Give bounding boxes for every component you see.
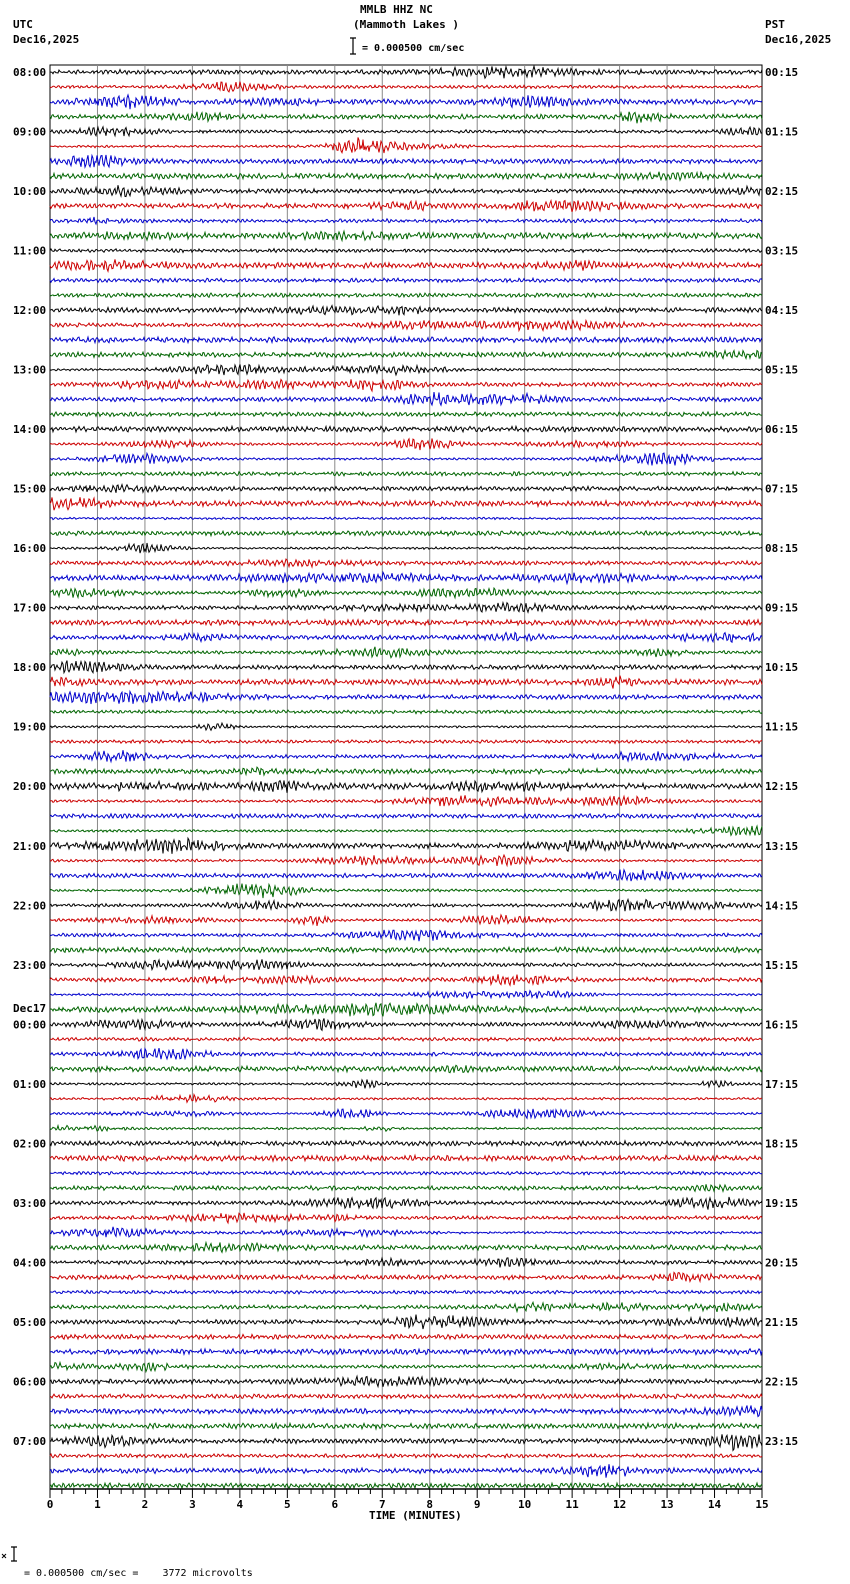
trace-line bbox=[50, 497, 762, 510]
trace-line bbox=[50, 137, 762, 153]
pst-hour-label: 22:15 bbox=[765, 1375, 799, 1389]
pst-hour-label: 21:15 bbox=[765, 1315, 799, 1329]
trace-line bbox=[50, 517, 762, 519]
trace-line bbox=[50, 278, 762, 282]
trace-line bbox=[50, 723, 762, 730]
trace-line bbox=[50, 1155, 762, 1161]
trace-line bbox=[50, 947, 762, 953]
trace-line bbox=[50, 1065, 762, 1072]
trace-line bbox=[50, 1464, 762, 1478]
trace-line bbox=[50, 200, 762, 212]
trace-line bbox=[50, 915, 762, 926]
utc-hour-label: 20:00 bbox=[13, 780, 47, 794]
trace-line bbox=[50, 1406, 762, 1417]
trace-line bbox=[50, 231, 762, 240]
footer-marker-icon bbox=[2, 1554, 6, 1558]
trace-line bbox=[50, 870, 762, 882]
trace-line bbox=[50, 1171, 762, 1175]
pst-hour-label: 08:15 bbox=[765, 542, 799, 556]
pst-hour-label: 23:15 bbox=[765, 1434, 799, 1448]
trace-line bbox=[50, 351, 762, 359]
trace-line bbox=[50, 453, 762, 466]
station-location: (Mammoth Lakes ) bbox=[353, 18, 459, 31]
utc-hour-label: 13:00 bbox=[13, 363, 47, 377]
x-tick-label: 12 bbox=[612, 1498, 627, 1511]
pst-hour-label: 02:15 bbox=[765, 185, 799, 199]
utc-hour-label: 06:00 bbox=[13, 1375, 47, 1389]
trace-line bbox=[50, 1423, 762, 1429]
trace-line bbox=[50, 1048, 762, 1059]
pst-hour-label: 12:15 bbox=[765, 780, 799, 794]
time-axis bbox=[47, 1489, 769, 1511]
station-title: MMLB HHZ NC bbox=[360, 3, 433, 16]
trace-line bbox=[50, 1272, 762, 1281]
pst-hour-label: 01:15 bbox=[765, 125, 799, 139]
trace-line bbox=[50, 1003, 762, 1017]
utc-hour-label: 17:00 bbox=[13, 601, 47, 615]
trace-line bbox=[50, 991, 762, 999]
pst-hour-label: 07:15 bbox=[765, 482, 799, 496]
trace-line bbox=[50, 661, 762, 673]
utc-hour-label: 18:00 bbox=[13, 661, 47, 675]
trace-line bbox=[50, 1290, 762, 1294]
utc-hour-label: 03:00 bbox=[13, 1196, 47, 1210]
utc-hour-label: 15:00 bbox=[13, 482, 47, 496]
utc-hour-label: 01:00 bbox=[13, 1077, 47, 1091]
pst-hour-label: 10:15 bbox=[765, 661, 799, 675]
trace-line bbox=[50, 155, 762, 167]
utc-hour-label: 07:00 bbox=[13, 1434, 47, 1448]
utc-hour-label: 22:00 bbox=[13, 899, 47, 913]
trace-line bbox=[50, 826, 762, 835]
x-tick-label: 5 bbox=[284, 1498, 291, 1511]
trace-line bbox=[50, 365, 762, 376]
trace-line bbox=[50, 710, 762, 714]
trace-line bbox=[50, 814, 762, 819]
trace-line bbox=[50, 974, 762, 985]
trace-line bbox=[50, 543, 762, 553]
x-tick-label: 1 bbox=[94, 1498, 101, 1511]
pst-hour-label: 03:15 bbox=[765, 244, 799, 258]
x-tick-label: 15 bbox=[755, 1498, 769, 1511]
utc-hour-label: 02:00 bbox=[13, 1137, 47, 1151]
x-tick-label: 4 bbox=[236, 1498, 244, 1511]
trace-line bbox=[50, 185, 762, 196]
trace-line bbox=[50, 647, 762, 658]
trace-line bbox=[50, 1213, 762, 1223]
trace-line bbox=[50, 1349, 762, 1355]
utc-hour-label: 14:00 bbox=[13, 423, 47, 437]
pst-hour-label: 06:15 bbox=[765, 423, 799, 437]
trace-line bbox=[50, 1197, 762, 1210]
pst-hour-label: 20:15 bbox=[765, 1256, 799, 1270]
trace-line bbox=[50, 740, 762, 744]
trace-line bbox=[50, 259, 762, 271]
trace-line bbox=[50, 472, 762, 476]
x-tick-label: 7 bbox=[378, 1498, 386, 1511]
trace-line bbox=[50, 750, 762, 761]
trace-line bbox=[50, 412, 762, 417]
pst-hour-label: 13:15 bbox=[765, 839, 799, 853]
trace-line bbox=[50, 217, 762, 224]
seismic-traces bbox=[50, 66, 762, 1488]
trace-line bbox=[50, 767, 762, 775]
trace-line bbox=[50, 1394, 762, 1399]
trace-line bbox=[50, 620, 762, 626]
trace-line bbox=[50, 855, 762, 866]
trace-line bbox=[50, 172, 762, 181]
x-tick-label: 10 bbox=[518, 1498, 532, 1511]
x-tick-label: 13 bbox=[660, 1498, 674, 1511]
trace-line bbox=[50, 1109, 762, 1119]
trace-line bbox=[50, 884, 762, 899]
trace-line bbox=[50, 95, 762, 109]
utc-hour-label: 09:00 bbox=[13, 125, 47, 139]
x-tick-label: 2 bbox=[141, 1498, 149, 1511]
trace-line bbox=[50, 1302, 762, 1312]
pst-hour-label: 05:15 bbox=[765, 363, 799, 377]
trace-line bbox=[50, 1376, 762, 1387]
trace-line bbox=[50, 559, 762, 567]
trace-line bbox=[50, 1315, 762, 1329]
pst-hour-label: 17:15 bbox=[765, 1077, 799, 1091]
trace-line bbox=[50, 249, 762, 253]
trace-line bbox=[50, 485, 762, 493]
date-change-label: Dec17 bbox=[13, 1002, 47, 1015]
trace-line bbox=[50, 838, 762, 854]
trace-line bbox=[50, 426, 762, 432]
x-tick-label: 11 bbox=[565, 1498, 579, 1511]
trace-line bbox=[50, 1434, 762, 1450]
trace-line bbox=[50, 633, 762, 643]
trace-line bbox=[50, 1126, 762, 1132]
trace-line bbox=[50, 66, 762, 78]
utc-hour-label: 05:00 bbox=[13, 1315, 47, 1329]
trace-line bbox=[50, 1483, 762, 1488]
x-axis-label: TIME (MINUTES) bbox=[369, 1509, 462, 1522]
trace-line bbox=[50, 692, 762, 705]
trace-line bbox=[50, 1141, 762, 1146]
trace-line bbox=[50, 1184, 762, 1191]
trace-line bbox=[50, 112, 762, 124]
x-tick-label: 6 bbox=[331, 1498, 339, 1511]
trace-line bbox=[50, 127, 762, 136]
utc-zone-label: UTC bbox=[13, 18, 33, 31]
utc-hour-label: 04:00 bbox=[13, 1256, 47, 1270]
pst-hour-label: 11:15 bbox=[765, 720, 799, 734]
x-tick-label: 3 bbox=[189, 1498, 196, 1511]
utc-hour-label: 16:00 bbox=[13, 542, 47, 556]
footer-scale-note: = 0.000500 cm/sec = 3772 microvolts bbox=[24, 1568, 253, 1579]
trace-line bbox=[50, 1243, 762, 1253]
footer-scale-bar-icon bbox=[11, 1547, 17, 1561]
trace-line bbox=[50, 676, 762, 689]
trace-line bbox=[50, 959, 762, 969]
trace-line bbox=[50, 1227, 762, 1237]
pst-hour-label: 04:15 bbox=[765, 304, 799, 318]
utc-hour-label: 21:00 bbox=[13, 839, 47, 853]
trace-line bbox=[50, 1258, 762, 1268]
pst-hour-label: 19:15 bbox=[765, 1196, 799, 1210]
trace-line bbox=[50, 588, 762, 598]
trace-line bbox=[50, 1095, 762, 1103]
scale-bar-icon bbox=[350, 38, 356, 54]
pst-date-label: Dec16,2025 bbox=[765, 33, 832, 46]
trace-line bbox=[50, 795, 762, 806]
x-tick-label: 0 bbox=[46, 1498, 54, 1511]
scale-text: = 0.000500 cm/sec bbox=[362, 43, 465, 54]
pst-hour-label: 14:15 bbox=[765, 899, 799, 913]
trace-line bbox=[50, 930, 762, 941]
pst-hour-label: 15:15 bbox=[765, 958, 799, 972]
trace-line bbox=[50, 392, 762, 405]
x-tick-label: 8 bbox=[426, 1498, 434, 1511]
trace-line bbox=[50, 379, 762, 391]
utc-hour-label: 08:00 bbox=[13, 66, 47, 79]
trace-line bbox=[50, 82, 762, 92]
trace-line bbox=[50, 572, 762, 583]
pst-hour-label: 00:15 bbox=[765, 66, 799, 79]
trace-line bbox=[50, 1080, 762, 1089]
trace-line bbox=[50, 781, 762, 793]
trace-line bbox=[50, 1454, 762, 1458]
pst-hour-label: 09:15 bbox=[765, 601, 799, 615]
trace-line bbox=[50, 306, 762, 316]
trace-line bbox=[50, 1018, 762, 1030]
trace-line bbox=[50, 900, 762, 912]
utc-hour-label: 23:00 bbox=[13, 958, 47, 972]
utc-hour-label: 10:00 bbox=[13, 185, 47, 199]
x-tick-label: 9 bbox=[473, 1498, 481, 1511]
utc-hour-label: 11:00 bbox=[13, 244, 47, 258]
x-tick-label: 14 bbox=[707, 1498, 722, 1511]
utc-date-label: Dec16,2025 bbox=[13, 33, 80, 46]
pst-hour-label: 18:15 bbox=[765, 1137, 799, 1151]
trace-line bbox=[50, 1363, 762, 1372]
pst-hour-label: 16:15 bbox=[765, 1018, 799, 1032]
utc-hour-label: 00:00 bbox=[13, 1018, 47, 1032]
trace-line bbox=[50, 1334, 762, 1339]
trace-line bbox=[50, 1037, 762, 1041]
trace-line bbox=[50, 337, 762, 343]
trace-line bbox=[50, 293, 762, 297]
trace-line bbox=[50, 439, 762, 451]
trace-line bbox=[50, 603, 762, 612]
utc-hour-label: 12:00 bbox=[13, 304, 47, 318]
trace-line bbox=[50, 531, 762, 536]
utc-hour-label: 19:00 bbox=[13, 720, 47, 734]
trace-line bbox=[50, 320, 762, 330]
pst-zone-label: PST bbox=[765, 18, 785, 31]
